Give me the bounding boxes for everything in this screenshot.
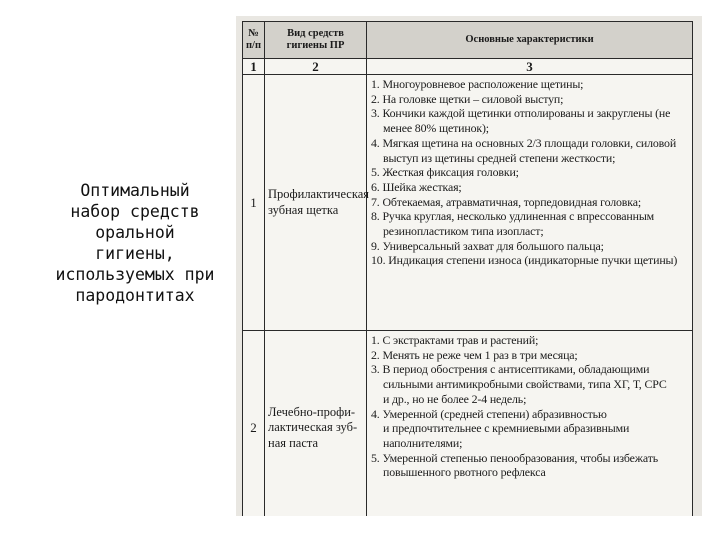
product-characteristics — [367, 331, 693, 517]
caption-line: оральной — [95, 223, 175, 242]
table-row — [243, 75, 693, 331]
caption-line: используемых при — [55, 265, 215, 284]
feature-item: 3. В период обострения с антисептиками, обладающими сильными антимикробными свойствами, типа ХГ, Т, СРС и др., но не более 2-4 недель; — [371, 362, 667, 406]
feature-item: 5. Умеренной степенью пенообразования, чтобы избежать повышенного рвотного рефлекса — [371, 450, 659, 480]
feature-item: 4. Мягкая щетина на основных 2/3 площади головки, силовой выступ из щетины средней степени жесткости; — [371, 135, 677, 165]
column-number-row — [243, 59, 693, 75]
row-number: 2 — [243, 331, 265, 517]
feature-item: 2. Менять не реже чем 1 раз в три месяца; — [371, 347, 578, 362]
column-number: 2 — [265, 59, 367, 75]
feature-item: 1. Многоуровневое расположение щетины; — [371, 77, 584, 91]
feature-item: 8. Ручка круглая, несколько удлиненная с впрессованным резинопластиком типа изопласт; — [371, 209, 655, 239]
table-row — [243, 331, 693, 517]
column-number: 3 — [367, 59, 693, 75]
header-characteristics: Основные характеристики — [367, 22, 693, 59]
product-type: Лечебно-профи- лактическая зуб- ная паста — [265, 331, 367, 517]
feature-item: 7. Обтекаемая, атравматичная, торпедовидная головка; — [371, 194, 642, 209]
feature-item: 1. С экстрактами трав и растений; — [371, 333, 539, 347]
side-caption — [28, 180, 242, 306]
caption-line: пародонтитах — [75, 286, 195, 305]
caption-line: Оптимальный — [80, 181, 190, 200]
scanned-table-image — [236, 16, 702, 516]
feature-item: 4. Умеренной (средней степени) абразивностью и предпочтительнее с кремниевыми абразивными наполнителями; — [371, 406, 630, 450]
row-number: 1 — [243, 75, 265, 331]
caption-line: набор средств — [70, 202, 200, 221]
hygiene-products-table — [242, 21, 693, 516]
feature-item: 3. Кончики каждой щетинки отполированы и закруглены (не менее 80% щетинок); — [371, 106, 671, 136]
feature-item: 9. Универсальный захват для большого пальца; — [371, 238, 604, 253]
caption-line: гигиены, — [95, 244, 175, 263]
table-header-row — [243, 22, 693, 59]
product-type: Профилактическая зубная щетка — [265, 75, 367, 331]
column-number: 1 — [243, 59, 265, 75]
product-characteristics — [367, 75, 693, 331]
feature-item: 10. Индикация степени износа (индикаторные пучки щетины) — [371, 253, 678, 268]
header-product-type: Вид средств гигиены ПР — [265, 22, 367, 59]
feature-item: 6. Шейка жесткая; — [371, 179, 462, 194]
feature-item: 5. Жесткая фиксация головки; — [371, 165, 519, 180]
feature-item: 2. На головке щетки – силовой выступ; — [371, 91, 564, 106]
header-number: № п/п — [243, 22, 265, 59]
